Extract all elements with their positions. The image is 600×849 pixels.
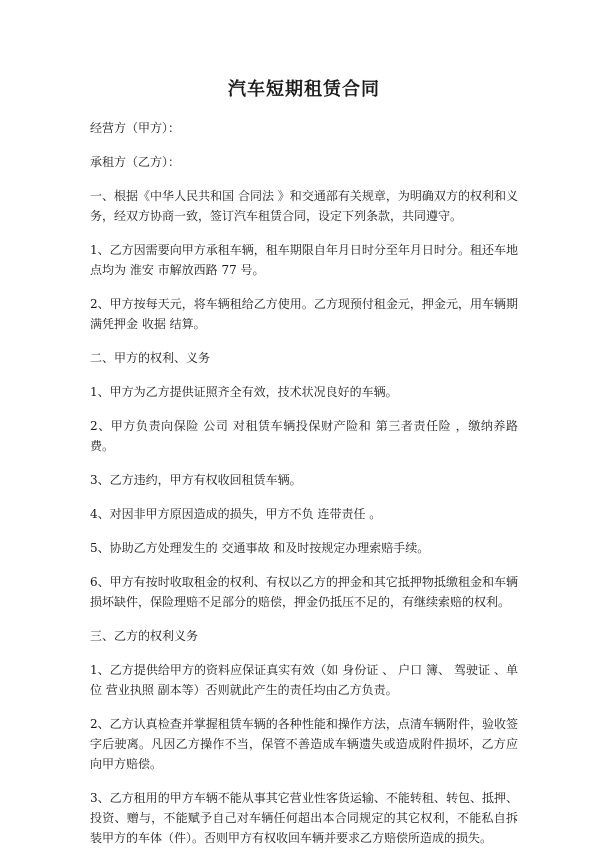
section-2-item-4: 4、对因非甲方原因造成的损失，甲方不负 连带责任 。 <box>90 507 382 521</box>
lessee-label: 承租方（乙方）： <box>90 155 181 169</box>
clause-1: 1、乙方因需要向甲方承租车辆，租车期限自年月日时分至年月日时分。租还车地点均为 淮安 市解放西路 77 号。 <box>90 243 518 277</box>
section-2-item-5: 5、协助乙方处理发生的 交通事故 和及时按规定办理索赔手续。 <box>90 541 430 555</box>
document-title: 汽车短期租赁合同 <box>228 79 380 100</box>
section-2-item-6: 6、甲方有按时收取租金的权利、有权以乙方的押金和其它抵押物抵缴租金和车辆损坏缺件，保险理赔不足部分的赔偿，押金仍抵压不足的，有继续索赔的权利。 <box>90 575 518 609</box>
section-2-heading: 二、甲方的权利、义务 <box>90 351 211 365</box>
section-2-item-3: 3、乙方违约，甲方有权收回租赁车辆。 <box>90 473 302 487</box>
intro-paragraph: 一、根据《中华人民共和国 合同法 》和交通部有关规章，为明确双方的权利和义务，经双方协商一致，签订汽车租赁合同，设定下列条款，共同遵守。 <box>90 189 518 223</box>
section-3-heading: 三、乙方的权利义务 <box>90 629 199 643</box>
section-3-item-3: 3、乙方租用的甲方车辆不能从事其它营业性客货运输、不能转租、转包、抵押、投资、赠与，不能赋予自己对车辆任何超出本合同规定的其它权利，不能私自拆装甲方的车体（件）。否则甲方有权收回车辆并要求乙方赔偿所造成的损失。 <box>90 791 518 845</box>
section-2-item-2: 2、甲方负责向保险 公司 对租赁车辆投保财产险和 第三者责任险 ，缴纳养路费。 <box>90 419 518 453</box>
section-2-item-1: 1、甲方为乙方提供证照齐全有效，技术状况良好的车辆。 <box>90 385 398 399</box>
clause-2: 2、甲方按每天元，将车辆租给乙方使用。乙方现预付租金元，押金元，用车辆期满凭押金 收据 结算。 <box>90 297 518 331</box>
lessor-label: 经营方（甲方）： <box>90 121 181 135</box>
section-3-item-1: 1、乙方提供给甲方的资料应保证真实有效（如 身份证 、 户口 簿、 驾驶证 、单位 营业执照 副本等）否则就此产生的责任均由乙方负责。 <box>90 663 518 697</box>
section-3-item-2: 2、乙方认真检查并掌握租赁车辆的各种性能和操作方法，点清车辆附件，验收签字后驶离。凡因乙方操作不当，保管不善造成车辆遗失或造成附件损坏，乙方应向甲方赔偿。 <box>90 717 518 771</box>
